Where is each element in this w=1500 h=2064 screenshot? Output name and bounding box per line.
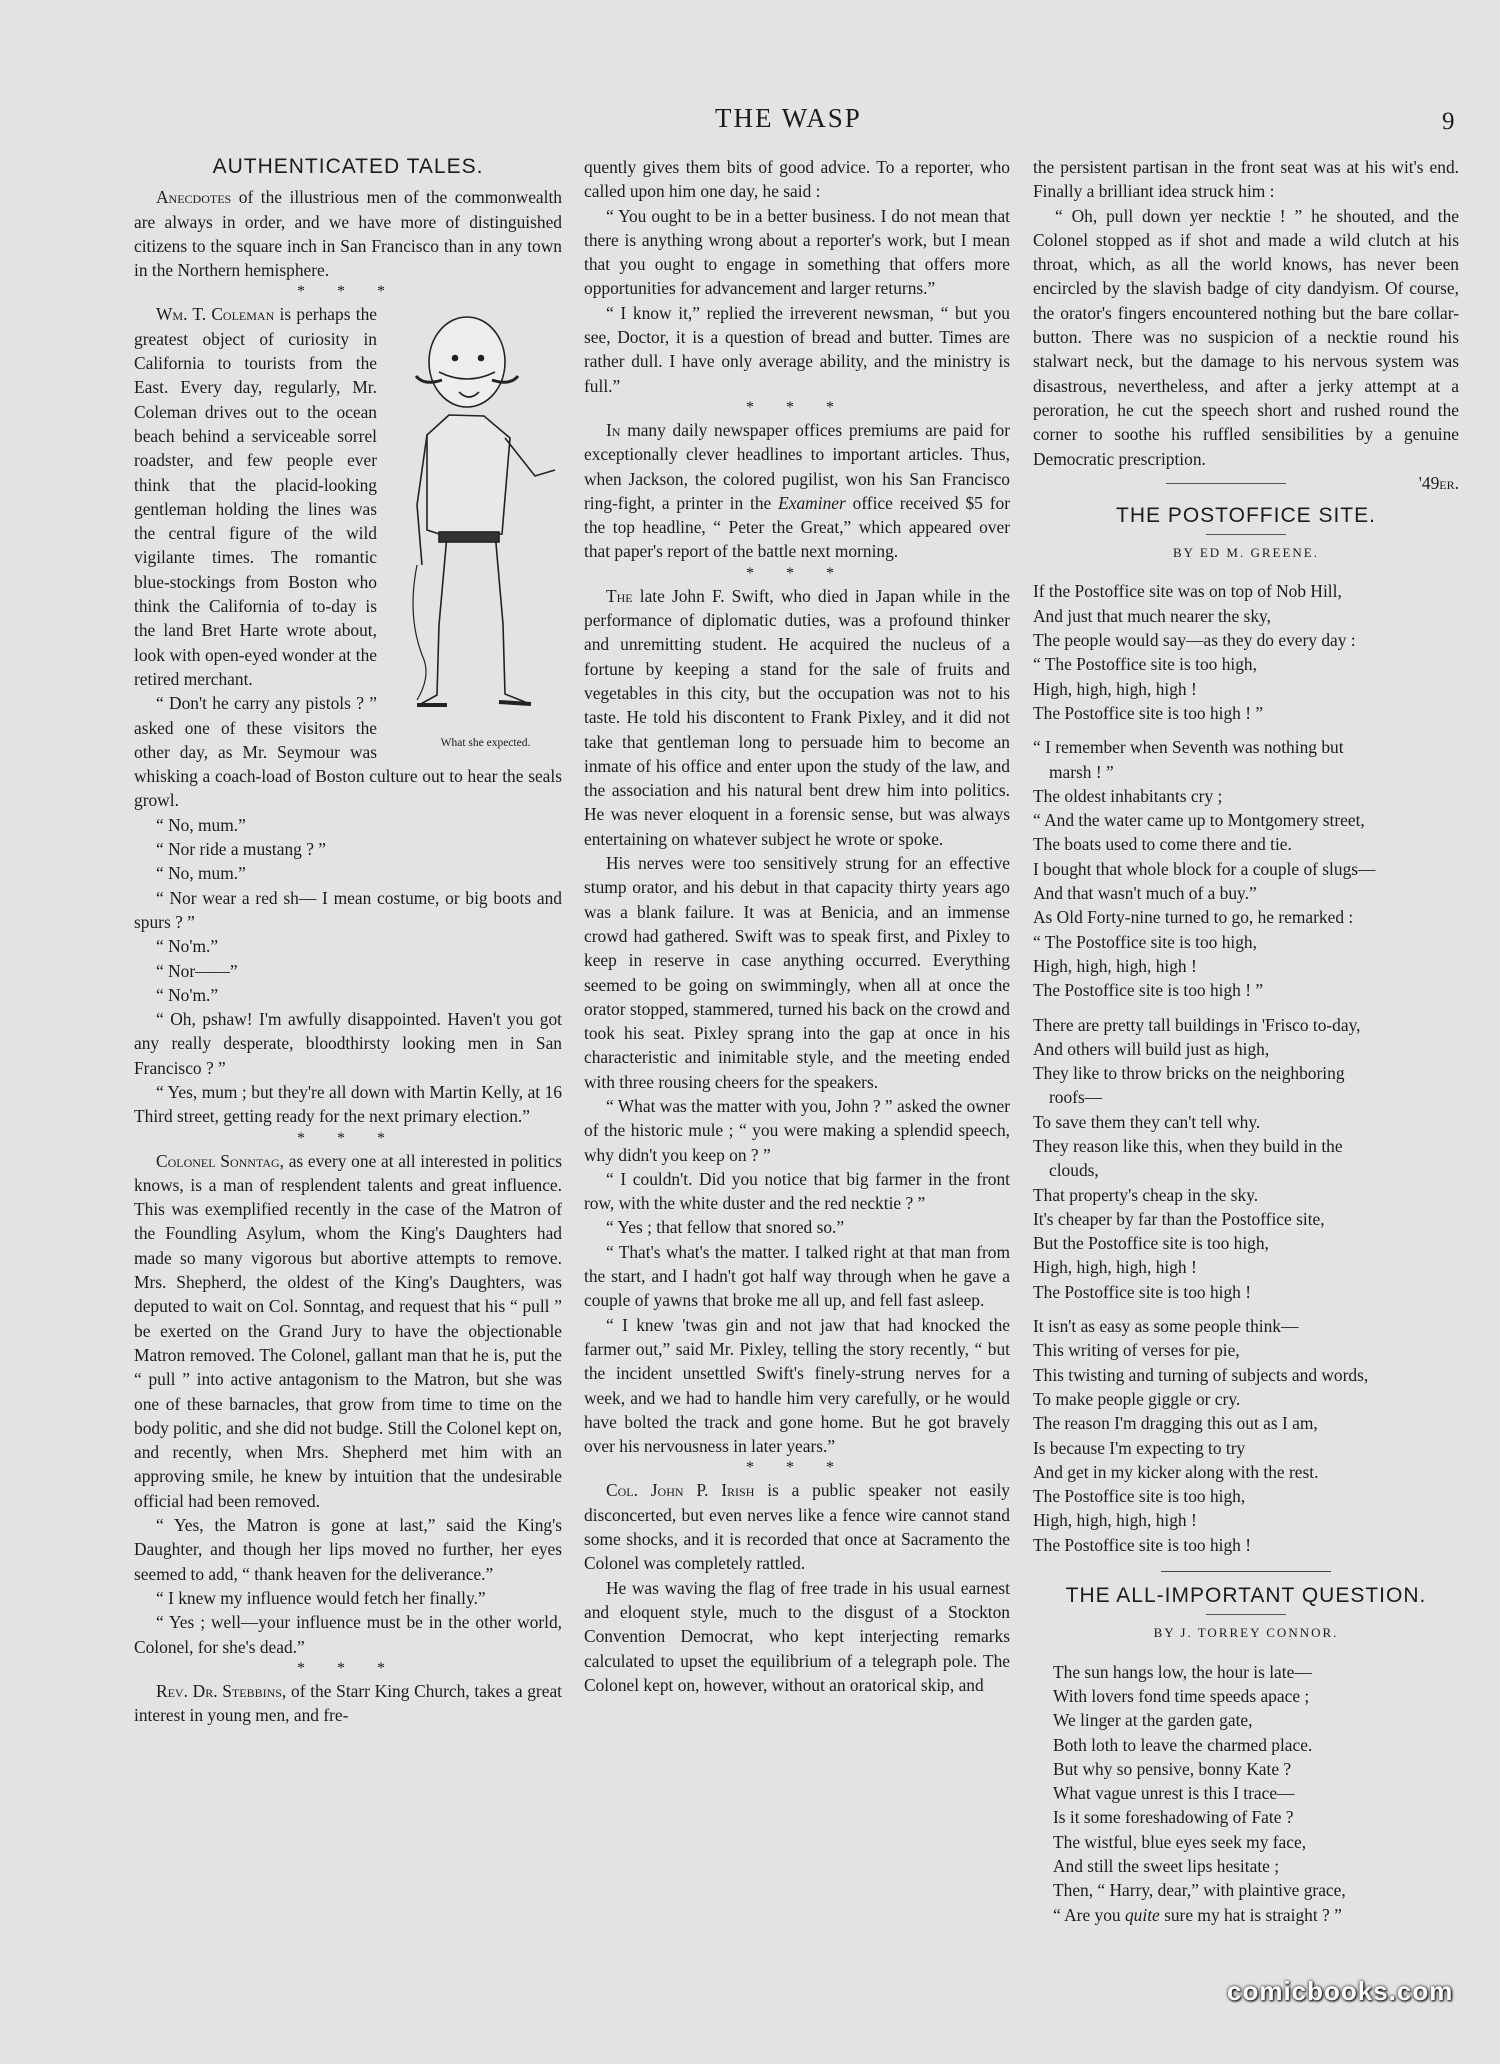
poem-line: And others will build just as high, (1033, 1038, 1270, 1059)
poem-byline: BY J. TORREY CONNOR. (1153, 1625, 1339, 1641)
poem-line: I bought that whole block for a couple of slugs— (1033, 858, 1376, 879)
masthead: THE WASP (715, 103, 862, 133)
poem-line: The Postoffice site is too high ! (1033, 1534, 1252, 1555)
dialogue-line: “ No'm.” (156, 936, 219, 957)
poem-line: If the Postoffice site was on top of Nob Hill, (1033, 581, 1342, 602)
stebbins-paragraph (134, 1679, 562, 1728)
poem-line: But the Postoffice site is too high, (1033, 1233, 1269, 1254)
site-watermark: comicbooks.com (1227, 1976, 1454, 2006)
poem-line: It's cheaper by far than the Postoffice site, (1033, 1208, 1325, 1229)
dialogue-line: “ I knew 'twas gin and not jaw that had knocked the farmer out,” said Mr. Pixley, telling the story recently, “ but the incident unsettled Swift's finely-strung nerves for a week, and we had to handle him very carefully, or he would have bolted the track and gone home. But he got bravely over his nervousness in later years.” (584, 1314, 1010, 1457)
sonntag-paragraph (134, 1149, 562, 1513)
poem-line: Both loth to leave the charmed place. (1053, 1734, 1313, 1755)
paragraph-text: late John F. Swift, who died in Japan while in the performance of diplomatic duties, was a profound thinker and unremitting student. He acquired the nucleus of a fortune by keeping a stand for the sale of fruits and vegetables in this city, but the occupation was not to his taste. He told his discontent to Frank Pixley, and it did not take that gentleman long to persuade him to become an inmate of his office and enter upon the study of the law, and the association and his natural bent drew him into politics. He was never eloquent in a forensic sense, but was always entertaining on whatever subject he wrote or spoke. (584, 585, 1010, 849)
paragraph: He was waving the flag of free trade in his usual earnest and eloquent style, much to the disgust of a Stockton Convention Democrat, who kept interjecting remarks calculated to upset the equilibrium of a telegraph pole. The Colonel kept on, however, without an oratorical skip, and (584, 1577, 1010, 1695)
column-1 (134, 155, 562, 1727)
section-separator: * * * (746, 398, 848, 416)
dialogue-line: “ What was the matter with you, John ? ” asked the owner of the historic mule ; “ you were making a splendid speech, why didn't you keep on ? ” (584, 1095, 1010, 1165)
dialogue-line: “ Don't he carry any pistols ? ” asked one of these visitors the other day, as Mr. Seymour was whisking a coach-load of Boston culture out to hear the seals growl. (134, 693, 562, 811)
poem-line: The people would say—as they do every day : (1033, 630, 1356, 651)
signature: '49er. (1418, 472, 1459, 493)
poem-line: They reason like this, when they build in the (1033, 1135, 1343, 1156)
poem-line: We linger at the garden gate, (1053, 1710, 1253, 1731)
dialogue-line: “ No, mum.” (156, 863, 246, 884)
lead-word: In (606, 419, 621, 440)
poem-line: “ I remember when Seventh was nothing but (1033, 737, 1344, 758)
column-2 (584, 155, 1010, 1697)
poem-text: sure my hat is straight ? ” (1159, 1904, 1342, 1925)
poem-line: marsh ! ” (1049, 761, 1114, 782)
paragraph: His nerves were too sensitively strung for an effective stump orator, and his debut in that capacity thirty years ago was a blank failure. It was at Benicia, and an immense crowd had gathered. Swift was to speak first, and Pixley to keep in reserve in case anything occurred. Everything seemed to be going on swimmingly, when all at once the orator stopped, stammered, turned his back on the crowd and took his seat. Pixley sprang into the gap at once in his characteristic and inimitable style, and the meeting ended with three rousing cheers for the speakers. (584, 853, 1010, 1092)
paragraph-text: of the Starr King Church, takes a great interest in young men, and fre- (134, 1680, 562, 1726)
headline-paragraph (584, 418, 1010, 564)
poem-line: With lovers fond time speeds apace ; (1053, 1685, 1310, 1706)
poem-line: And get in my kicker along with the rest. (1033, 1461, 1319, 1482)
poem-line: “ The Postoffice site is too high, (1033, 654, 1257, 675)
article-title: AUTHENTICATED TALES. (212, 155, 484, 178)
coleman-paragraph (134, 302, 562, 750)
poem-line: High, high, high, high ! (1033, 955, 1197, 976)
dialogue-line: “ Nor wear a red sh— I mean costume, or big boots and spurs ? ” (134, 887, 562, 932)
lead-word: Anecdotes (156, 187, 232, 208)
poem-line: “ And the water came up to Montgomery street, (1033, 810, 1365, 831)
paragraph-text: of the illustrious men of the commonwealth are always in order, and we have more of distinguished citizens to the square inch in San Francisco than in any town in the Northern hemisphere. (134, 187, 562, 281)
poem-line: The Postoffice site is too high ! ” (1033, 980, 1264, 1001)
poem-emphasis: quite (1124, 1904, 1160, 1925)
dialogue-line: “ Yes ; well—your influence must be in the other world, Colonel, for she's dead.” (134, 1612, 562, 1657)
poem-line: And still the sweet lips hesitate ; (1053, 1856, 1280, 1876)
caricature-illustration (387, 310, 562, 755)
paragraph-text: is perhaps the greatest object of curiosity in California to tourists from the East. Every day, regularly, Mr. Coleman drives out to the ocean beach behind a serviceable sorrel roadster, and few people ever think that the placid-looking gentleman holding the lines was the central figure of the wild vigilante times. The romantic blue-stockings from Boston who think the California of to-day is the land Bret Harte wrote about, look with open-eyed wonder at the retired merchant. (134, 304, 377, 689)
dialogue-line: “ Yes, mum ; but they're all down with Martin Kelly, at 16 Third street, getting ready for the next primary election.” (134, 1081, 562, 1127)
lead-word: The (606, 585, 633, 606)
caricature-drawing (387, 310, 562, 730)
poem-line: And just that much nearer the sky, (1033, 605, 1271, 626)
poem-line: The boats used to come there and tie. (1033, 834, 1292, 855)
poem-line: It isn't as easy as some people think— (1033, 1316, 1299, 1337)
poem-byline: BY ED M. GREENE. (1173, 545, 1319, 561)
page-number: 9 (1442, 108, 1455, 135)
dialogue-line: “ Nor——” (156, 960, 238, 981)
paragraph-text: is a public speaker not easily disconcerted, but even nerves like a fence wire cannot stand some shocks, and it is recorded that once at Sacramento the Colonel was completely rattled. (584, 1480, 1010, 1574)
paragraph: quently gives them bits of good advice. To a reporter, who called upon him one day, he said : (584, 157, 1010, 202)
poem-line: The Postoffice site is too high, (1033, 1486, 1246, 1507)
poem-line: They like to throw bricks on the neighboring (1033, 1063, 1345, 1084)
dialogue-line: “ That's what's the matter. I talked right at that man from the start, and I hadn't got half way through when he gave a couple of yawns that broke me all up, and fell fast asleep. (584, 1241, 1010, 1311)
poem-title: THE POSTOFFICE SITE. (1116, 503, 1376, 527)
poem-line: That property's cheap in the sky. (1033, 1184, 1259, 1205)
paragraph: “ You ought to be in a better business. I do not mean that there is anything wrong about a reporter's work, but I mean that you ought to engage in something that offers more opportunities for advancement and larger returns.” (584, 205, 1010, 299)
poem-line: High, high, high, high ! (1033, 678, 1197, 699)
signature-line (1033, 471, 1459, 496)
illustration-caption: What she expected. (440, 737, 531, 750)
poem-line: To save them they can't tell why. (1033, 1111, 1261, 1132)
section-separator: * * * (297, 1659, 399, 1677)
dialogue-line: “ Oh, pshaw! I'm awfully disappointed. Haven't you got any really desperate, bloodthirsty looking men in San Francisco ? ” (134, 1009, 562, 1078)
poem-line: As Old Forty-nine turned to go, he remarked : (1033, 907, 1354, 928)
poem-line: Is it some foreshadowing of Fate ? (1053, 1807, 1294, 1828)
lead-word: Rev. Dr. Stebbins, (156, 1680, 287, 1701)
dialogue-line: “ Yes ; that fellow that snored so.” (606, 1217, 845, 1238)
divider (1206, 534, 1286, 535)
poem-line: Is because I'm expecting to try (1033, 1437, 1246, 1458)
dialogue-line: “ I knew my influence would fetch her finally.” (156, 1587, 486, 1608)
dialogue-line: “ No'm.” (156, 984, 219, 1005)
poem-line: The wistful, blue eyes seek my face, (1053, 1831, 1307, 1852)
paragraph-text: many daily newspaper offices premiums are paid for exceptionally clever headlines to important articles. Thus, when Jackson, the colored pugilist, won his San Francisco ring-fight, a printer in the (584, 419, 1010, 513)
poem-all-important-question (1033, 1660, 1459, 1927)
poem-line: To make people giggle or cry. (1033, 1388, 1241, 1409)
lead-word: Wm. T. Coleman (156, 304, 275, 325)
section-separator: * * * (746, 1459, 848, 1477)
section-separator: * * * (297, 283, 399, 301)
poem-line: High, high, high, high ! (1033, 1510, 1197, 1531)
poem-title: THE ALL-IMPORTANT QUESTION. (1065, 1584, 1427, 1608)
paragraph: the persistent partisan in the front seat was at his wit's end. Finally a brilliant idea struck him : (1033, 157, 1459, 202)
dialogue-line: “ No, mum.” (156, 814, 246, 835)
poem-line: “ The Postoffice site is too high, (1033, 931, 1257, 952)
paragraph: “ I know it,” replied the irreverent newsman, “ but you see, Doctor, it is a question of bread and butter. Times are rather dull. I have only average ability, and the ministry is full.” (584, 302, 1010, 396)
section-separator: * * * (746, 564, 848, 582)
poem-postoffice-site (1033, 579, 1459, 1557)
poem-text: “ Are you (1053, 1904, 1125, 1925)
lead-word: Colonel Sonntag, (156, 1150, 284, 1171)
poem-line: clouds, (1049, 1160, 1099, 1181)
poem-line: This twisting and turning of subjects and words, (1033, 1364, 1369, 1385)
intro-paragraph (134, 185, 562, 282)
newspaper-name: Examiner (778, 492, 846, 513)
swift-paragraph (584, 584, 1010, 851)
poem-line: This writing of verses for pie, (1033, 1340, 1240, 1361)
paragraph-text: office received $5 for the top headline, “ Peter the Great,” which appeared over that paper's report of the battle next morning. (584, 492, 1010, 562)
poem-line: The Postoffice site is too high ! (1033, 1281, 1252, 1302)
divider (1161, 1571, 1331, 1572)
poem-line: Then, “ Harry, dear,” with plaintive grace, (1053, 1880, 1346, 1901)
lead-word: Col. John P. Irish (606, 1480, 755, 1501)
poem-line: High, high, high, high ! (1033, 1257, 1197, 1278)
divider (1206, 1614, 1286, 1615)
poem-line: The oldest inhabitants cry ; (1033, 785, 1223, 806)
dialogue-line: “ Nor ride a mustang ? ” (156, 839, 326, 860)
poem-line: But why so pensive, bonny Kate ? (1053, 1758, 1292, 1779)
column-3 (1033, 155, 1459, 1927)
section-separator: * * * (297, 1129, 399, 1147)
poem-line: The reason I'm dragging this out as I am, (1033, 1413, 1318, 1434)
divider (1166, 483, 1286, 484)
poem-line (1053, 1903, 1459, 1927)
poem-line: roofs— (1049, 1087, 1103, 1108)
dialogue-line: “ Yes, the Matron is gone at last,” said the King's Daughter, and though her lips moved no further, her eyes seemed to add, “ thank heaven for the deliverance.” (134, 1515, 562, 1584)
poem-line: And that wasn't much of a buy.” (1033, 883, 1257, 904)
irish-paragraph (584, 1478, 1010, 1575)
poem-line: The sun hangs low, the hour is late— (1053, 1661, 1312, 1682)
paragraph-text: as every one at all interested in politics knows, is a man of resplendent talents and great influence. This was exemplified recently in the case of the Matron of the Foundling Asylum, whom the King's Daughters had made so many vigorous but abortive attempts to remove. Mrs. Shepherd, the oldest of the King's Daughters, was deputed to wait on Col. Sonntag, and request that his “ pull ” be exerted on the Grand Jury to have the objectionable Matron removed. The Colonel, gallant man that he is, put the “ pull ” into active antagonism to the Matron, but she was one of these barnacles, that grow from time to time on the body politic, and she did not budge. Still the Colonel kept on, and recently, when Mrs. Shepherd met him with an approving smile, he knew by intuition that the undesirable official had been removed. (134, 1150, 562, 1511)
dialogue-line: “ I couldn't. Did you notice that big farmer in the front row, with the white duster and the red necktie ? ” (584, 1168, 1010, 1214)
paragraph: “ Oh, pull down yer necktie ! ” he shouted, and the Colonel stopped as if shot and made a wild clutch at his throat, which, as all the world knows, has never been encircled by the slavish badge of city dandyism. Of course, the orator's fingers encountered nothing but the bare collar-button. There was no suspicion of a necktie round his stalwart neck, but the damage to his nervous system was disastrous, nevertheless, and after a jerky attempt at a peroration, he cut the speech short and rushed round the corner to soothe his ruffled sensibilities by a genuine Democratic prescription. (1033, 205, 1459, 469)
poem-line: The Postoffice site is too high ! ” (1033, 702, 1264, 723)
poem-line: There are pretty tall buildings in 'Frisco to-day, (1033, 1014, 1361, 1035)
poem-line: What vague unrest is this I trace— (1053, 1783, 1295, 1804)
